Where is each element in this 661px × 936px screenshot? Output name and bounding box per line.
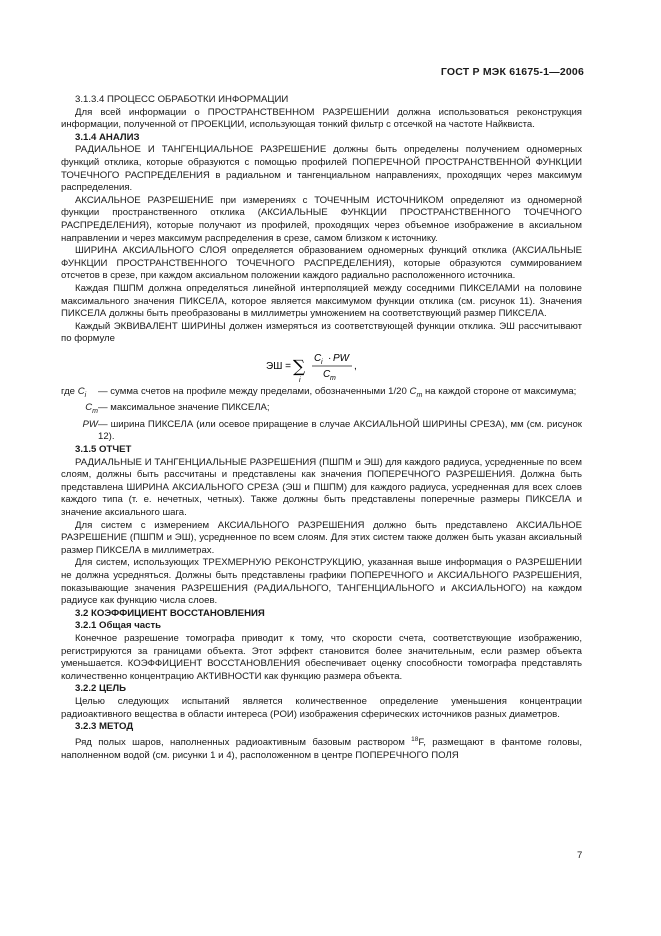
definition-cm xyxy=(61,402,582,419)
definitions xyxy=(61,386,582,444)
def-pw-symbol: PW xyxy=(82,418,98,430)
where-word: где xyxy=(61,385,76,397)
paragraph: Для всей информации о ПРОСТРАНСТВЕННОМ РАЗРЕШЕНИИ должна использоваться реконструкция информации, полученной от ПРОЕКЦИИ, использующая тонкий фильтр с отсечкой на частоте Найквиста. xyxy=(61,106,582,131)
paragraph: РАДИАЛЬНОЕ И ТАНГЕНЦИАЛЬНОЕ РАЗРЕШЕНИЕ должны быть определены получением одномерных функций отклика, которые образуются с помощью профилей ПОПЕРЕЧНОЙ ПРОСТРАНСТВЕННОЙ ФУНКЦИИ ТОЧЕЧНОГО РАСПРЕДЕЛЕНИЯ в радиальном и тангенциальном направлениях, проходящих через максимум распределения. xyxy=(61,144,582,194)
standard-header: ГОСТ Р МЭК 61675-1—2006 xyxy=(440,66,584,78)
def-ci-text1: — сумма счетов на профиле между пределами, обозначенными 1/20 xyxy=(98,385,410,397)
definition-ci xyxy=(61,386,582,403)
formula-num-c: C xyxy=(314,352,322,364)
def-pw-text: — ширина ПИКСЕЛА (или осевое приращение в случае АКСИАЛЬНОЙ ШИРИНЫ СРЕЗА), мм (см. рисунок 12). xyxy=(98,418,582,443)
formula-den-sub: m xyxy=(330,374,336,382)
paragraph: РАДИАЛЬНЫЕ И ТАНГЕНЦИАЛЬНЫЕ РАЗРЕШЕНИЯ (ПШПМ и ЭШ) для каждого радиуса, усредненные по всем слоям, должны быть рассчитаны и представлены как значения ПОПЕРЕЧНОГО РАЗРЕШЕНИЯ. Должна быть представлена ШИРИНА АКСИАЛЬНОГО СРЕЗА (ЭШ и ПШПМ) для каждого радиуса, усредненная для всех слоев каждого типа (т. е. нечетных, четных). Также должны быть представлены поперечные размеры ПИКСЕЛА и значение аксиального шага. xyxy=(61,456,582,519)
method-text-after: F, размещают в фантоме головы, наполненном водой (см. рисунки 1 и 4), расположенном в центре ПОПЕРЕЧНОГО ПОЛЯ xyxy=(61,736,582,761)
def-ci-sub: i xyxy=(84,391,87,399)
formula-den-c: C xyxy=(323,368,331,380)
def-ci-symbol: C xyxy=(77,385,85,397)
formula-lhs: ЭШ = xyxy=(266,360,291,372)
def-cm-symbol: C xyxy=(85,402,93,414)
formula-num-dot: · xyxy=(328,352,332,364)
formula-ew xyxy=(61,346,582,386)
formula-num-sub: i xyxy=(321,358,323,366)
method-text-before: Ряд полых шаров, наполненных радиоактивным базовым раствором xyxy=(75,736,412,748)
page-content xyxy=(61,94,582,762)
paragraph: Для систем с измерением АКСИАЛЬНОГО РАЗРЕШЕНИЯ должно быть представлено АКСИАЛЬНОЕ РАЗРЕШЕНИЕ (ПШПМ и ЭШ), усредненное по всем слоям. Для этих систем также должен быть указан аксиальный размер ПИКСЕЛА в миллиметрах. xyxy=(61,519,582,556)
paragraph: Каждый ЭКВИВАЛЕНТ ШИРИНЫ должен измеряться из соответствующей функции отклика. ЭШ рассчитывают по формуле xyxy=(61,320,582,345)
text-blocks-top xyxy=(61,94,582,346)
def-cm-text: — максимальное значение ПИКСЕЛА; xyxy=(98,402,270,414)
page-number: 7 xyxy=(577,850,583,861)
definition-pw xyxy=(61,419,582,444)
text-blocks-bottom xyxy=(61,444,582,734)
section-heading: 3.1.5 ОТЧЕТ xyxy=(75,444,132,456)
section-heading: 3.2.2 ЦЕЛЬ xyxy=(75,683,127,695)
def-ci-symbol2: C xyxy=(409,385,417,397)
def-cm-sub: m xyxy=(92,408,98,416)
section-heading: 3.2 КОЭФФИЦИЕНТ ВОССТАНОВЛЕНИЯ xyxy=(75,607,265,619)
paragraph: АКСИАЛЬНОЕ РАЗРЕШЕНИЕ при измерениях с ТОЧЕЧНЫМ ИСТОЧНИКОМ определяют из одномерной функции пространственного отклика (АКСИАЛЬНЫЕ ФУНКЦИИ ПРОСТРАНСТВЕННОГО ТОЧЕЧНОГО РАСПРЕДЕЛЕНИЯ), которые получают из профилей, проходящих через объемное изображение в аксиальном направлении и через максимум распределения в срезе, самом близком к источнику. xyxy=(61,194,582,244)
formula-comma: , xyxy=(354,360,357,372)
paragraph: Каждая ПШПМ должна определяться линейной интерполяцией между соседними ПИКСЕЛАМИ на половине максимального значения ПИКСЕЛА, которое является максимумом функции отклика (см. рисунок 11). Значения ПИКСЕЛА должны быть преобразованы в миллиметры умножением на соответствующий размер ПИКСЕЛА. xyxy=(61,282,582,320)
def-ci-text2: на каждой стороне от максимума; xyxy=(422,385,577,397)
def-ci-sub2: m xyxy=(416,391,423,399)
section-heading: 3.1.3.4 ПРОЦЕСС ОБРАБОТКИ ИНФОРМАЦИИ xyxy=(75,94,289,105)
section-heading: 3.2.3 МЕТОД xyxy=(75,721,134,733)
section-heading: 3.1.4 АНАЛИЗ xyxy=(75,131,140,143)
paragraph: Целью следующих испытаний является количественное определение уменьшения концентрации радиоактивного вещества в области интереса (РОИ) изображения сферических источников разных диаметров. xyxy=(61,695,582,720)
paragraph: Для систем, использующих ТРЕХМЕРНУЮ РЕКОНСТРУКЦИЮ, указанная выше информация о РАЗРЕШЕНИИ не должна усредняться. Должны быть представлены графики ПОПЕРЕЧНОГО и АКСИАЛЬНОГО РАЗРЕШЕНИЯ, показывающие значения РАЗРЕШЕНИЯ (РАДИАЛЬНОГО, ТАНГЕНЦИАЛЬНОГО и АКСИАЛЬНОГО) на каждом радиусе как функцию числа слоев. xyxy=(61,557,582,607)
paragraph: ШИРИНА АКСИАЛЬНОГО СЛОЯ определяется образованием одномерных функций отклика (АКСИАЛЬНЫЕ ФУНКЦИИ ПРОСТРАНСТВЕННОГО ТОЧЕЧНОГО РАСПРЕДЕЛЕНИЯ), которые образуются суммированием отсчетов в срезе, при каждом аксиальном положении каждого радиально расположенного источника. xyxy=(61,245,582,282)
formula-num-pw: PW xyxy=(333,352,350,364)
paragraph: Конечное разрешение томографа приводит к тому, что скорости счета, соответствующие изображению, регистрируются за границами объекта. Этот эффект становится более значительным, если размер объекта уменьшается. КОЭФФИЦИЕНТ ВОССТАНОВЛЕНИЯ обеспечивает оценку способности томографа представлять количественно концентрацию АКТИВНОСТИ как функцию размера объекта. xyxy=(61,632,582,682)
formula-sum-index: i xyxy=(299,376,301,384)
method-superscript: 18 xyxy=(411,735,419,743)
paragraph-method xyxy=(61,734,582,762)
formula-svg xyxy=(266,346,386,386)
formula-sum-sign: ∑ xyxy=(293,356,306,377)
section-heading: 3.2.1 Общая часть xyxy=(75,620,162,632)
